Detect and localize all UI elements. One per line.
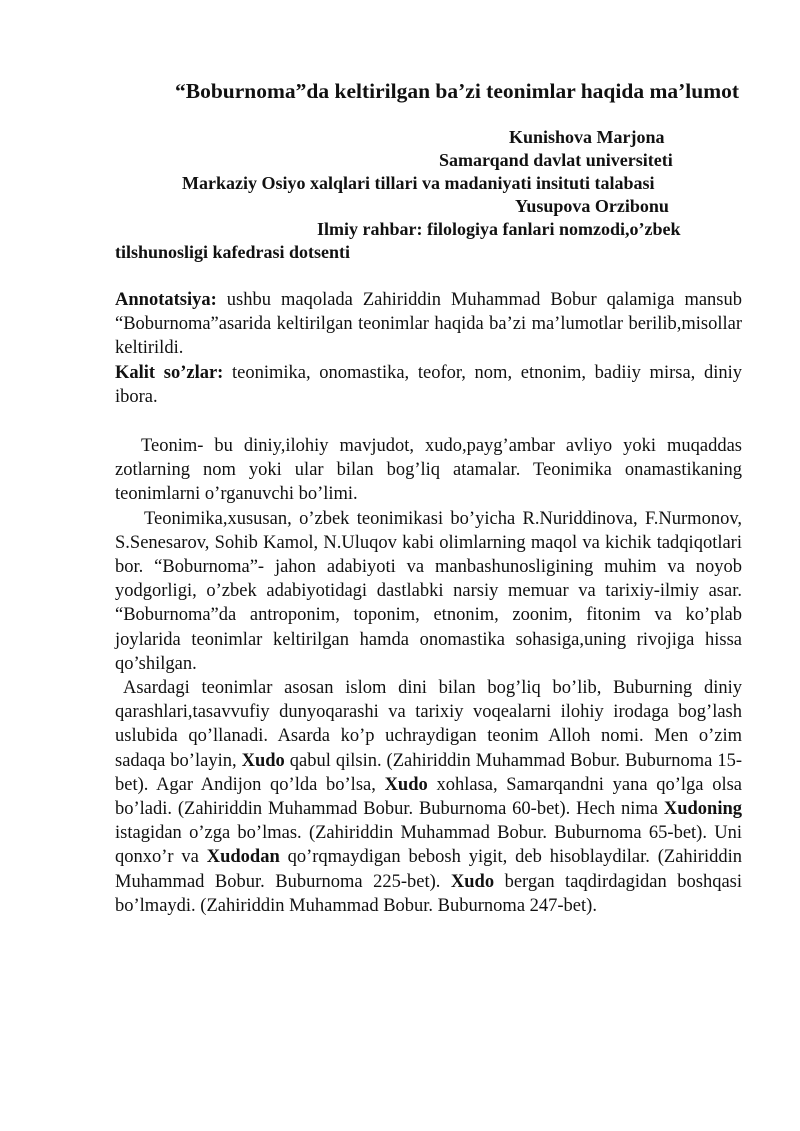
p3-text-3: xohlasa, Samarqandni yana qo’lga olsa bo’ladi. (Zahiriddin Muhammad Bobur. Buburnoma 60-bet). Hech nima [115,774,742,820]
p3-text-1: Asardagi teonimlar asosan islom dini bilan bog’liq bo’lib, Buburning diniy qarashlari,tasavvufiy dunyoqarashi va tarixiy voqealarni ilohiy irodaga bog’lash uslubida qo’llanadi. Asarda ko’p uchraydigan teonim Alloh nomi. Men o’zim sadaqa bo’layin, [115,678,742,771]
section-gap [115,409,742,434]
keywords-text: teonimika, onomastika, teofor, nom, etnonim, badiiy mirsa, diniy ibora. [115,362,742,407]
supervisor-title-2: tilshunosligi kafedrasi dotsenti [115,242,351,262]
paragraph-2: Teonimika,xususan, o’zbek teonimikasi bo’yicha R.Nuriddinova, F.Nurmonov, S.Senesarov, Sohib Kamol, N.Uluqov kabi olimlarning maqol va kichik tadqiqotlari bor. “Boburnoma”- jahon adabiyoti va manbashunosligining muhim va noyob yodgorligi, o’zbek adabiyotidagi dastlabki narsiy memuar va tarixiy-ilmiy asar. “Boburnoma”da antroponim, toponim, etnonim, zoonim, fitonim va ko’plab joylarida teonimlar keltirilgan hamda onomastika sohasiga,uning rivojiga hissa qo’shilgan. [115,508,742,674]
author-institute: Markaziy Osiyo xalqlari tillari va madaniyati insituti talabasi [182,173,655,193]
p3-text-4: istagidan o’zga bo’lmas. (Zahiriddin Muhammad Bobur. Buburnoma 65-bet). Uni qonxo’r va [115,823,742,868]
author-block [115,126,742,264]
supervisor-title-line-1 [115,218,742,241]
main-text [115,434,742,918]
author-name: Kunishova Marjona [509,127,665,147]
keywords-label: Kalit so’zlar: [115,362,224,383]
paragraph-3 [115,676,742,918]
p3-keyword-3: Xudoning [663,799,742,820]
university-line [115,149,742,172]
supervisor-line [115,195,742,218]
author-university: Samarqand davlat universiteti [439,150,673,170]
institute-line [115,172,742,195]
p3-keyword-5: Xudo [450,871,495,892]
abstract-section [115,288,742,409]
annotation-label: Annotatsiya: [115,290,217,310]
paragraph-1: Teonim- bu diniy,ilohiy mavjudot, xudo,payg’ambar avliyo yoki muqaddas zotlarning nom yoki ular bilan bog’liq atamalar. Teonimika onamastikaning teonimlarni o’rganuvchi bo’limi. [115,436,742,505]
p3-keyword-4: Xudodan [206,847,280,868]
author-line [115,126,742,149]
annotation-text: ushbu maqolada Zahiriddin Muhammad Bobur qalamiga mansub “Boburnoma”asarida keltirilgan teonimlar haqida ba’zi ma’lumotlar berilib,misollar keltirildi. [115,290,742,359]
annotation-paragraph [115,288,742,361]
p3-text-6: bergan taqdirdagidan boshqasi bo’lmaydi. (Zahiriddin Muhammad Bobur. Buburnoma 247-bet). [115,871,743,916]
p3-text-5: qo’rqmaydigan bebosh yigit, deb hisoblaydilar. (Zahiriddin Muhammad Bobur. Buburnoma 225-bet). [115,847,742,892]
p3-text-2: qabul qilsin. (Zahiriddin Muhammad Bobur. Buburnoma 15-bet). Agar Andijon qo’lda bo’lsa, [115,750,742,795]
supervisor-title-line-2 [115,241,742,264]
supervisor-title-1: Ilmiy rahbar: filologiya fanlari nomzodi,o’zbek [317,219,681,239]
keywords-paragraph [115,361,742,409]
supervisor-name: Yusupova Orzibonu [515,196,669,216]
p3-keyword-1: Xudo [241,750,285,771]
article-title: “Boburnoma”da keltirilgan ba’zi teonimlar haqida ma’lumot [175,79,740,103]
p3-keyword-2: Xudo [384,774,428,795]
